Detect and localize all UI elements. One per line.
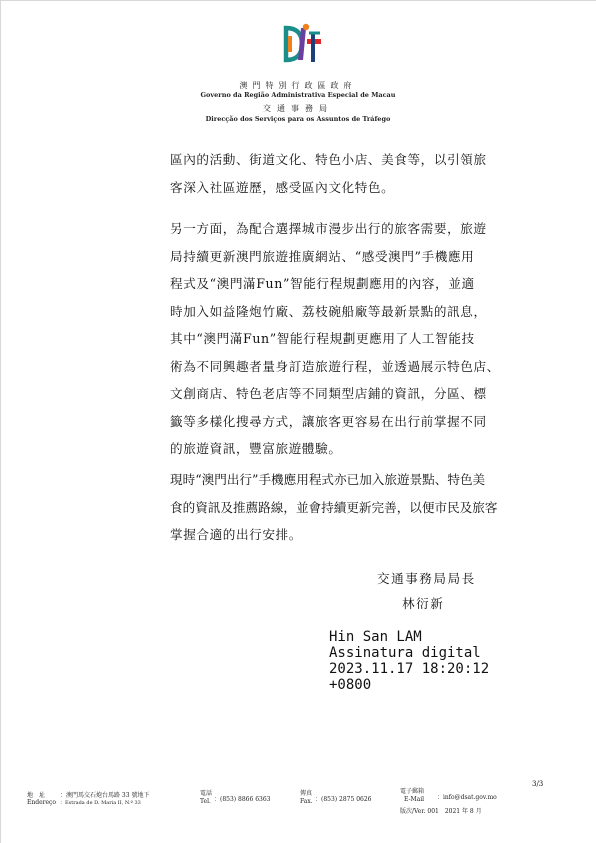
footer-address-label-cn: 地 址: [27, 792, 46, 799]
footer-address-pt: ：Estrada de D. Maria II, N.º 33: [60, 800, 141, 806]
paragraph-line: 食的資訊及推薦路線，並會持續更新完善，以便市民及旅客: [170, 499, 498, 515]
paragraph-line: 程式及“澳門滿Fun”智能行程規劃應用的內容，並適: [170, 276, 475, 291]
body-paragraph: [170, 215, 560, 463]
paragraph-line: 術為不同興趣者量身訂造旅遊行程，並透過展示特色店、: [170, 358, 500, 374]
signatory-name: 林衍新: [402, 596, 445, 611]
digital-signature-timestamp: 2023.11.17 18:20:12: [329, 661, 490, 677]
footer-tel-label-pt: Tel.: [200, 798, 211, 805]
paragraph-line: 籤等多樣化搜尋方式，讓旅客更容易在出行前掌握不同: [170, 413, 487, 429]
body-paragraph: [170, 146, 560, 201]
footer-email-label-pt: E-Mail: [404, 796, 425, 803]
footer-address-label-pt: Endereço: [27, 799, 57, 806]
paragraph-line: 現時“澳門出行”手機應用程式亦已加入旅遊景點、特色美: [170, 472, 486, 487]
page-number: 3/3: [532, 780, 544, 788]
footer-fax-label-pt: Fax.: [300, 798, 313, 805]
paragraph-line: 區內的活動、街道文化、特色小店、美食等，以引領旅: [170, 152, 487, 167]
page-border-top: [0, 0, 596, 1]
bureau-name-portuguese: Direcção dos Serviços para os Assuntos de Tráfego: [205, 115, 391, 123]
paragraph-line: 文創商店、特色老店等不同類型店鋪的資訊，分區、標: [170, 386, 487, 401]
digital-signature-name: Hin San LAM: [329, 629, 422, 645]
government-name-portuguese: Governo da Região Administrativa Especial de Macau: [200, 91, 396, 99]
footer-email: ：info@dsat.gov.mo: [437, 794, 497, 801]
paragraph-line: 局持續更新澳門旅遊推廣網站、“感受澳門”手機應用: [170, 248, 475, 264]
bureau-name-chinese: 交通事務局: [263, 104, 333, 113]
paragraph-line: 另一方面，為配合選擇城市漫步出行的旅客需要，旅遊: [170, 221, 487, 236]
digital-signature-stamp: [329, 629, 489, 693]
page-border-left: [0, 0, 1, 843]
footer-version: 版次/Ver. 001 2021 年 8 月: [400, 808, 482, 815]
government-name-chinese: 澳門特別行政區政府: [239, 81, 357, 90]
paragraph-line: 掌握合適的出行安排。: [170, 527, 302, 542]
dsat-logo-icon: [280, 22, 324, 68]
digital-signature-timezone: +0800: [329, 677, 372, 693]
footer-fax-label-cn: 傳真: [300, 790, 313, 797]
signatory-title: 交通事務局局長: [377, 571, 476, 586]
footer-email-label-cn: 電子郵箱: [400, 788, 425, 795]
paragraph-line: 時加入如益隆炮竹廠、荔枝碗船廠等最新景點的訊息，: [170, 303, 487, 319]
footer-fax: ：(853) 2875 0626: [315, 796, 372, 803]
paragraph-line: 其中“澳門滿Fun”智能行程規劃更應用了人工智能技: [170, 331, 475, 346]
paragraph-line: 的旅遊資訊，豐富旅遊體驗。: [170, 441, 342, 456]
paragraph-line: 客深入社區遊歷，感受區內文化特色。: [170, 179, 395, 195]
body-paragraph: [170, 466, 560, 549]
footer-tel-label-cn: 電話: [200, 790, 213, 797]
footer-address-cn: ：澳門馬交石炮台馬路 33 號地下: [60, 792, 150, 799]
digital-signature-label: Assinatura digital: [329, 645, 481, 661]
footer-tel: ：(853) 8866 6363: [214, 796, 271, 803]
